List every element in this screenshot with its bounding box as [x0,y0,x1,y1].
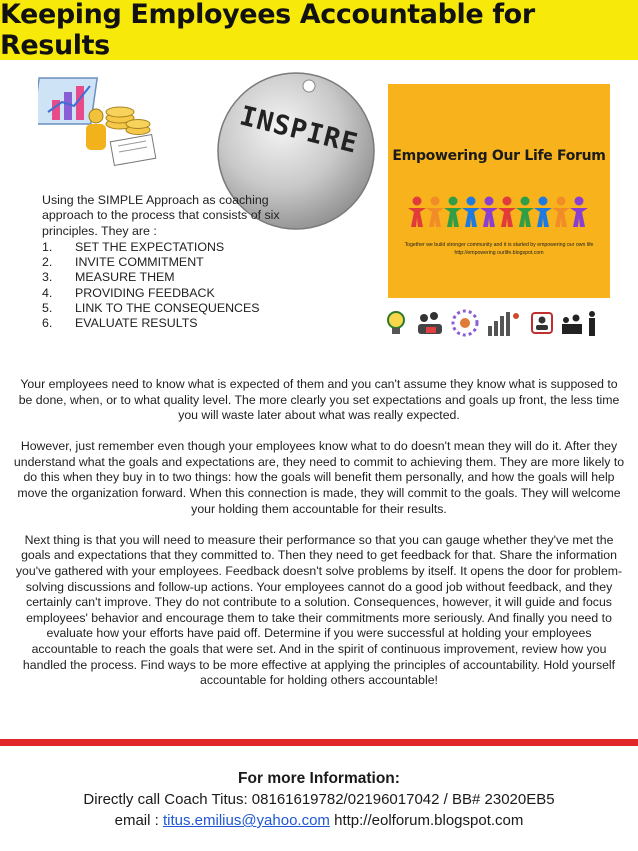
footer-email-line [0,810,638,831]
business-chart-icon [38,72,158,167]
footer-phone-line: Directly call Coach Titus: 08161619782/02196017042 / BB# 23020EB5 [83,791,555,808]
principle-number: 2. [42,255,53,270]
lightbulb-icon [388,312,404,334]
people-chain-icon [408,194,590,228]
team-meeting-icon [418,312,442,334]
body-paragraph: However, just remember even though your employees know what to do doesn't mean they will do it. After they understand what the goals and expectations are, they need to commit to achieving them. They are more likely to do this when they buy in to two things: how the goals will benefit them personally, and how the goals will help move the organization forward. When this connection is made, they will commit to the goals. They will welcome your holding them accountable for their results. [13,439,625,516]
page-title: Keeping Employees Accountable for Results [0,0,535,61]
principle-number: 3. [42,270,53,285]
coin-text: INSPIRE [236,100,362,160]
principle-label: INVITE COMMITMENT [75,255,204,270]
body-paragraph: Next thing is that you will need to measure their performance so that you can gauge whether they've met the goals and expectations that they committed to. Then they need to get feedback for that. Share the information you've gathered with your employees. Feedback doesn't solve problems by itself. It opens the door for problem-solving discussions and follow-up actions. Your employees cannot do a good job without feedback, and they certainly can't improve. They do not contribute to a solution. Consequences, however, it will guide and focus employees' behavior and encourage them to take their commitments more seriously. And finally you need to evaluate how your efforts have paid off. Determine if you were successful at holding your employees accountable to reach the goals that were set. And in the spirit of continuous improvement, review how you handled the process. Find ways to be more effective at applying the principles of accountability. Hold yourself accountable for holding others accountable! [15,532,623,688]
forum-tagline: Together we build stronger community and it is started by empowering our own life [404,242,594,248]
principle-number: 4. [42,285,53,300]
principle-label: MEASURE THEM [75,270,175,285]
principle-item [42,240,282,255]
principle-item [42,270,282,285]
user-profile-icon [532,313,552,333]
principle-number: 5. [42,301,53,316]
principle-item [42,255,282,270]
intro-section [42,193,282,332]
people-circle-icon [453,311,477,335]
body-paragraph: Your employees need to know what is expected of them and you can't assume they know what is supposed to be done, when, or to what quality level. The more clearly you set expectations and goals up front, the less time you will waste later about what was really expected. [18,377,620,423]
principle-label: SET THE EXPECTATIONS [75,239,225,254]
principle-label: PROVIDING FEEDBACK [75,285,215,300]
forum-url: http://empowering ourlife.blogspot.com [454,250,544,256]
principle-number: 6. [42,316,53,331]
divider-rule [0,739,638,746]
principle-label: LINK TO THE CONSEQUENCES [75,301,260,316]
email-link[interactable]: titus.emilius@yahoo.com [162,812,330,829]
website-text: http://eolforum.blogspot.com [334,812,524,829]
email-label: email : [114,812,159,829]
intro-text: Using the SIMPLE Approach as coaching approach to the process that consists of six principles. They are : [42,193,280,238]
leader-group-icon [562,311,595,336]
principles-list [42,240,282,332]
principle-number: 1. [42,239,53,254]
footer-heading: For more Information: [238,770,400,787]
forum-title: Empowering Our Life Forum [392,148,606,164]
article-body [12,377,626,704]
principle-item [42,316,282,331]
principle-item [42,301,282,316]
growth-people-icon [488,312,519,336]
icons-row [380,306,610,342]
principle-label: EVALUATE RESULTS [75,316,198,331]
footer-contact [0,769,638,831]
principle-item [42,286,282,301]
title-banner [0,0,638,60]
forum-poster [388,84,610,298]
